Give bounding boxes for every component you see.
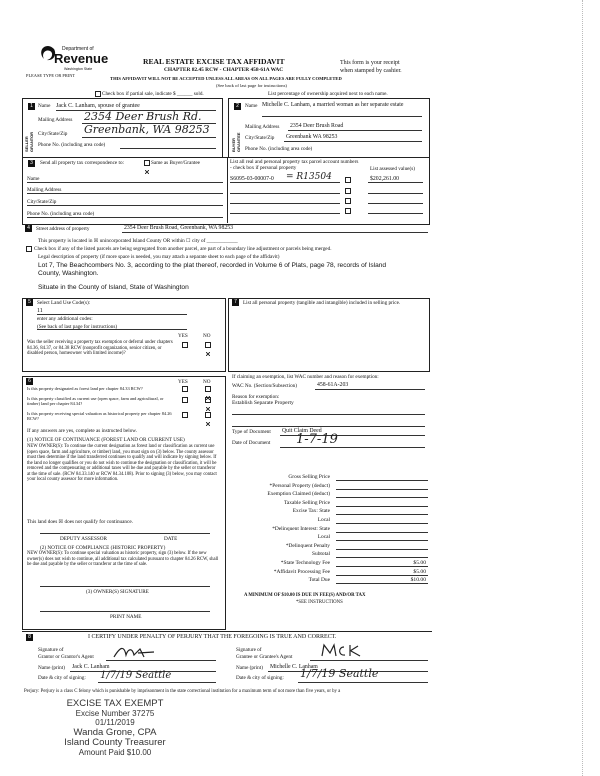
corr-city-label: City/State/Zip [27,199,57,205]
buyer-mailing-label: Mailing Address [245,124,280,130]
tax-row-line [336,575,428,576]
historic-no-checkbox[interactable] [205,412,211,418]
corr-city-line [27,205,223,206]
section-8-badge: 8 [26,634,33,641]
date-label: DATE [164,536,178,542]
historic-question: Is this property receiving special valuation as historical property per chapter 84.26 RCW? [27,411,172,422]
section5-box [22,298,226,372]
land-use-label: Select Land Use Code(s): [37,300,91,306]
seller-phone-label: Phone No. (including area code) [38,142,106,148]
section-3-badge: 3 [28,160,35,167]
land-use-line [37,314,187,315]
wac-value: 458-61A-203 [317,382,349,388]
same-as-buyer-label: Same as Buyer/Grantee [151,160,200,166]
grantee-date-line [298,682,428,683]
tax-row-line [336,549,428,550]
grantor-name-label: Name (print) [38,665,65,671]
parcel-pp-checkbox-2[interactable] [345,188,351,194]
stamp-line4: Wanda Grone, CPA [73,727,157,738]
tax-row-label: Local [317,534,330,541]
receipt-line2: when stamped by cashier. [340,68,402,74]
exemption-question: Was the seller receiving a property tax exemption or deferral under chapters 84.36, 84.37, or 84.38 RCW (nonprofit organization, senior citizen, or disabled person, homeowner with limited income)? [27,340,173,357]
partial-sale-checkbox[interactable] [95,91,101,97]
tax-row-label: Gross Selling Price [288,474,330,480]
forest-no-checkbox[interactable] [205,386,211,392]
doc-date-label: Date of Document [232,440,271,446]
tax-row-line [336,566,428,567]
buyer-name-line [262,116,422,117]
reason-value: Establish Separate Property [232,400,294,406]
check-icon [206,407,210,411]
legal-line-2: County, Washington. [38,270,99,277]
tax-row-line [336,557,428,558]
notice1-title: (1) NOTICE OF CONTINUANCE (FOREST LAND OR CURRENT USE) [27,437,185,443]
buyer-name-label: Name [245,103,258,109]
perjury-note: Perjury: Perjury is a class C felony which is punishable by imprisonment in the state correctional institution for a maximum term of not more than five years, or by a [24,689,341,694]
tax-row-line [336,532,428,533]
current-use-no-checkbox[interactable] [205,397,211,403]
tax-row-value: $5.00 [413,568,426,575]
check-icon [145,170,149,174]
street-line [122,232,428,233]
buyer-city: Greenbank WA 98253 [286,134,338,140]
receipt-line1: This form is your receipt [340,60,400,66]
reason-label: Reason for exemption: [232,394,280,400]
legal-label: Legal description of property (if more space is needed, you may attach a separate sheet to each page of the affidavit) [38,254,280,260]
parcel-line-1 [230,182,340,183]
corr-phone-label: Phone No. (including area code) [27,211,95,217]
land-use-code: 11 [37,308,43,314]
same-as-buyer-checkbox[interactable] [144,160,150,166]
tax-row-line [336,506,428,507]
form-chapter: CHAPTER 82.45 RCW - CHAPTER 458-61A WAC [164,67,284,73]
deputy-line [40,533,210,534]
seller-side-label: SELLER GRANTOR [24,131,34,152]
corr-name-label: Name [27,176,40,182]
section-5-badge: 5 [26,299,33,306]
grantor-sig-line [106,660,216,661]
please-type: PLEASE TYPE OR PRINT [26,73,76,78]
grantor-date-line [98,682,216,683]
doc-date-value: 1-7-19 [296,432,338,447]
tax-row-label: *State Technology Fee [280,560,330,566]
section5-no: NO [203,333,211,339]
seller-name: Jack C. Lanham, spouse of grantee [56,103,140,109]
grantee-date-label: Date & city of signing: [236,675,284,681]
stamp-line1: EXCISE TAX EXEMPT [66,698,164,709]
exemption-no-checkbox[interactable] [205,342,211,348]
dept-line2: Revenue [54,51,109,66]
notice2-title: (2) NOTICE OF COMPLIANCE (HISTORIC PROPERTY) [40,545,166,551]
tax-row-label: Subtotal [312,551,330,558]
assessed-header: List assessed value(s) [370,166,415,172]
section6-yes: YES [178,379,188,385]
legal-line-1: Lot 7, The Beachcombers No. 3, according to the plat thereof, recorded in Volume 6 of Plats, page 78, records of Island [38,262,387,269]
seller-city-line [82,137,216,138]
seller-name-label: Name [38,103,51,109]
grantee-name: Michelle C. Lanham [270,664,318,670]
segregated-text: Check box if any of the listed parcels are being segregated from another parcel, are part of a boundary line adjustment or parcels being merged. [34,246,332,252]
print-name-label: PRINT NAME [110,614,142,620]
corr-phone-line [27,217,223,218]
tax-row-label: *Affidavit Processing Fee [273,568,330,575]
parcel-header: List all real and personal property tax parcel account numbers - check box if personal property [230,159,359,171]
treasurer-stamp [40,698,190,757]
grantor-date: 1/7/19 Seattle [100,670,172,681]
grantor-signature [110,643,170,661]
dept-line1: Department of [62,46,94,52]
stamp-line6: Amount Paid $10.00 [78,748,152,757]
wac-label: WAC No. (Section/Subsection) [232,383,297,389]
tax-row-value: $5.00 [413,560,426,566]
buyer-name: Michelle C. Lanham, a married woman as her separate estate [262,102,404,108]
buyer-city-label: City/State/Zip [245,135,275,141]
buyer-city-line [284,141,422,142]
signature-icon [110,643,170,661]
owner-sig-label: (3) OWNER(S) SIGNATURE [86,589,149,595]
buyer-phone-label: Phone No. (including area code) [245,146,313,152]
doc-type-label: Type of Document [232,429,271,435]
located-text: This property is located in ☒ unincorporated Island County OR within ☐ city of ____________ [38,238,238,244]
parcel-pp-checkbox-4[interactable] [345,208,351,214]
section6-no: NO [203,379,211,385]
print-name-line [40,611,210,612]
notice2-body: NEW OWNER(S): To continue special valuation as historic property, sign (3) below. If the new owner(s) does not wish to continue, all additional tax calculated pursuant to chapter 84.26 RCW, shall be due and payable by the seller or transferor at the time of sale. [27,551,219,567]
stamp-line3: 01/11/2019 [95,718,135,727]
minimum-line2: *SEE INSTRUCTIONS [296,600,343,605]
see-back-header: (See back of last page for instructions) [216,83,287,88]
tax-row-line [336,497,428,498]
notice1-body: NEW OWNER(S): To continue the current designation as forest land or classification as current use (open space, farm and agriculture, or timber) land, you must sign on (3) below. The county assessor must then determine if the land transferred continues to qualify and will indicate by signing below. If the land no longer qualifies or you do not wish to continue the designation or classification, it will be removed and the compensating or additional taxes will be due and payable by the seller or transferor at the time of sale. (RCW 84.33.140 or RCW 84.34.108). Prior to signing (3) below, you may contact your local county assessor for more information. [27,444,217,482]
seller-city-label: City/State/Zip [38,131,68,137]
tax-row-line [336,514,428,515]
stamp-line5: Island County Treasurer [64,737,166,748]
seller-mailing: 2354 Deer Brush Rd. [84,110,202,123]
stamp-line2: Excise Number 37275 [75,709,155,718]
corr-name-line [27,182,223,183]
corr-mailing-line [27,193,223,194]
form-title: REAL ESTATE EXCISE TAX AFFIDAVIT [143,57,285,66]
section-4-badge: 4 [25,225,32,232]
segregated-checkbox[interactable] [26,246,32,252]
current-use-yes-checkbox[interactable] [182,397,188,403]
tax-row-line [336,583,428,584]
signature-icon [318,641,368,659]
grantee-name-label: Name (print) [236,665,263,671]
certify-statement: I CERTIFY UNDER PENALTY OF PERJURY THAT THE FOREGOING IS TRUE AND CORRECT. [88,634,337,640]
parcel-divider [227,157,228,223]
section-6-badge: 6 [26,378,33,385]
forest-yes-checkbox[interactable] [182,386,188,392]
tax-row-label: *Personal Property (deduct) [269,482,330,489]
buyer-mailing-line [288,130,422,131]
section5-see-back: (See back of last page for instructions) [37,324,118,330]
reason-line-1 [232,414,425,415]
percentage-note: List percentage of ownership acquired next to each name. [268,91,388,97]
exemption-yes-checkbox[interactable] [182,342,188,348]
grantor-name: Jack C. Lanham [72,664,110,670]
assessed-line-1 [368,182,423,183]
seller-city: Greenbank, WA 98253 [84,123,210,136]
reason-line-2 [232,426,425,427]
additional-codes: enter any additional codes: [37,316,93,322]
current-use-question: Is this property classified as current use (open space, farm and agricultural, or timber) land per chapter 84.34? [27,396,164,407]
parcel-number: S6095-03-00007-0 [230,176,274,182]
dept-line3: Washington State [64,67,93,71]
owner-sig-line [40,586,210,587]
historic-yes-checkbox[interactable] [182,412,188,418]
parcel-line-2 [230,193,340,194]
grantee-sig-label2: Grantee or Grantee's Agent [236,654,293,660]
parcel-handwritten: = R13504 [286,172,332,182]
street-value: 2354 Deer Brush Road, Greenbank, WA 98253 [124,225,234,231]
if-yes-note: If any answers are yes, complete as instructed below. [27,428,138,434]
doc-date-line [280,447,425,448]
grantee-sig-label: Signature of [236,647,262,653]
wac-line [315,389,425,390]
parcel-line-3 [230,203,340,204]
assessed-line-3 [368,203,423,204]
tax-row-line [336,523,428,524]
assessed-value: $202,261.00 [370,176,399,182]
personal-property-label: List all personal property (tangible and intangible) included in selling price. [243,300,401,306]
parcel-pp-checkbox-3[interactable] [345,198,351,204]
tax-row-label: *Delinquent Penalty [285,542,330,549]
margin-dots [582,0,583,776]
deputy-label: DEPUTY ASSESSOR [60,536,107,542]
forest-question: Is this property designated as forest land per chapter 84.33 RCW? [27,386,143,391]
grantor-sig-label2: Grantor or Grantor's Agent [38,654,94,660]
street-label: Street address of property [36,226,90,232]
grantee-signature [318,641,368,659]
buyer-side-label: BUYER GRANTEE [231,132,241,152]
not-accepted: THIS AFFIDAVIT WILL NOT BE ACCEPTED UNLESS ALL AREAS ON ALL PAGES ARE FULLY COMPLETED [110,76,342,81]
tax-row-line [336,489,428,490]
grantee-date: 1/7/19 Seattle [300,667,379,680]
tax-row-line [336,540,428,541]
section-2-badge: 2 [234,103,241,110]
seller-phone-line [120,148,216,149]
minimum-line1: A MINIMUM OF $10.00 IS DUE IN FEE(S) AND/OR TAX [244,593,366,598]
tax-row-label: Exemption Claimed (deduct) [267,491,330,498]
exemption-claim-label: If claiming an exemption, list WAC number and reason for exemption: [232,374,379,380]
section7-box [228,298,430,372]
grantor-sig-label: Signature of [38,647,64,653]
assessed-line-2 [368,193,423,194]
situate-line: Situate in the County of Island, State of Washington [38,284,189,291]
grantee-sig-line [310,660,428,661]
tax-row-line [336,480,428,481]
buyer-mailing: 2354 Deer Brush Road [290,123,344,129]
this-land: This land does ☒ does not qualify for continuance. [27,519,133,525]
grantor-date-label: Date & city of signing: [38,675,86,681]
section-7-badge: 7 [232,299,239,306]
assessed-line-4 [368,213,423,214]
tax-row-label: Total Due [308,577,330,584]
parcel-pp-checkbox-1[interactable] [345,177,351,183]
section-1-badge: 1 [28,103,35,110]
parcel-line-4 [230,213,340,214]
section5-yes: YES [178,333,188,339]
tax-row-label: Local [317,517,330,523]
partial-sale-label: Check box if partial sale, indicate $ ______ sold. [102,91,204,97]
seller-mailing-label: Mailing Address [38,117,73,123]
correspondence-label: Send all property tax correspondence to: [40,160,124,166]
corr-mailing-label: Mailing Address [27,187,62,193]
check-icon [206,422,210,426]
doc-type-value: Quit Claim Deed [282,428,322,434]
tax-row-value: $10.00 [410,577,426,584]
tax-row-label: Taxable Selling Price [283,499,330,506]
tax-row-label: *Delinquent Interest: State [272,525,330,532]
check-icon [206,352,210,356]
certify-rule [22,631,432,632]
tax-row-label: Excise Tax: State [292,508,330,515]
